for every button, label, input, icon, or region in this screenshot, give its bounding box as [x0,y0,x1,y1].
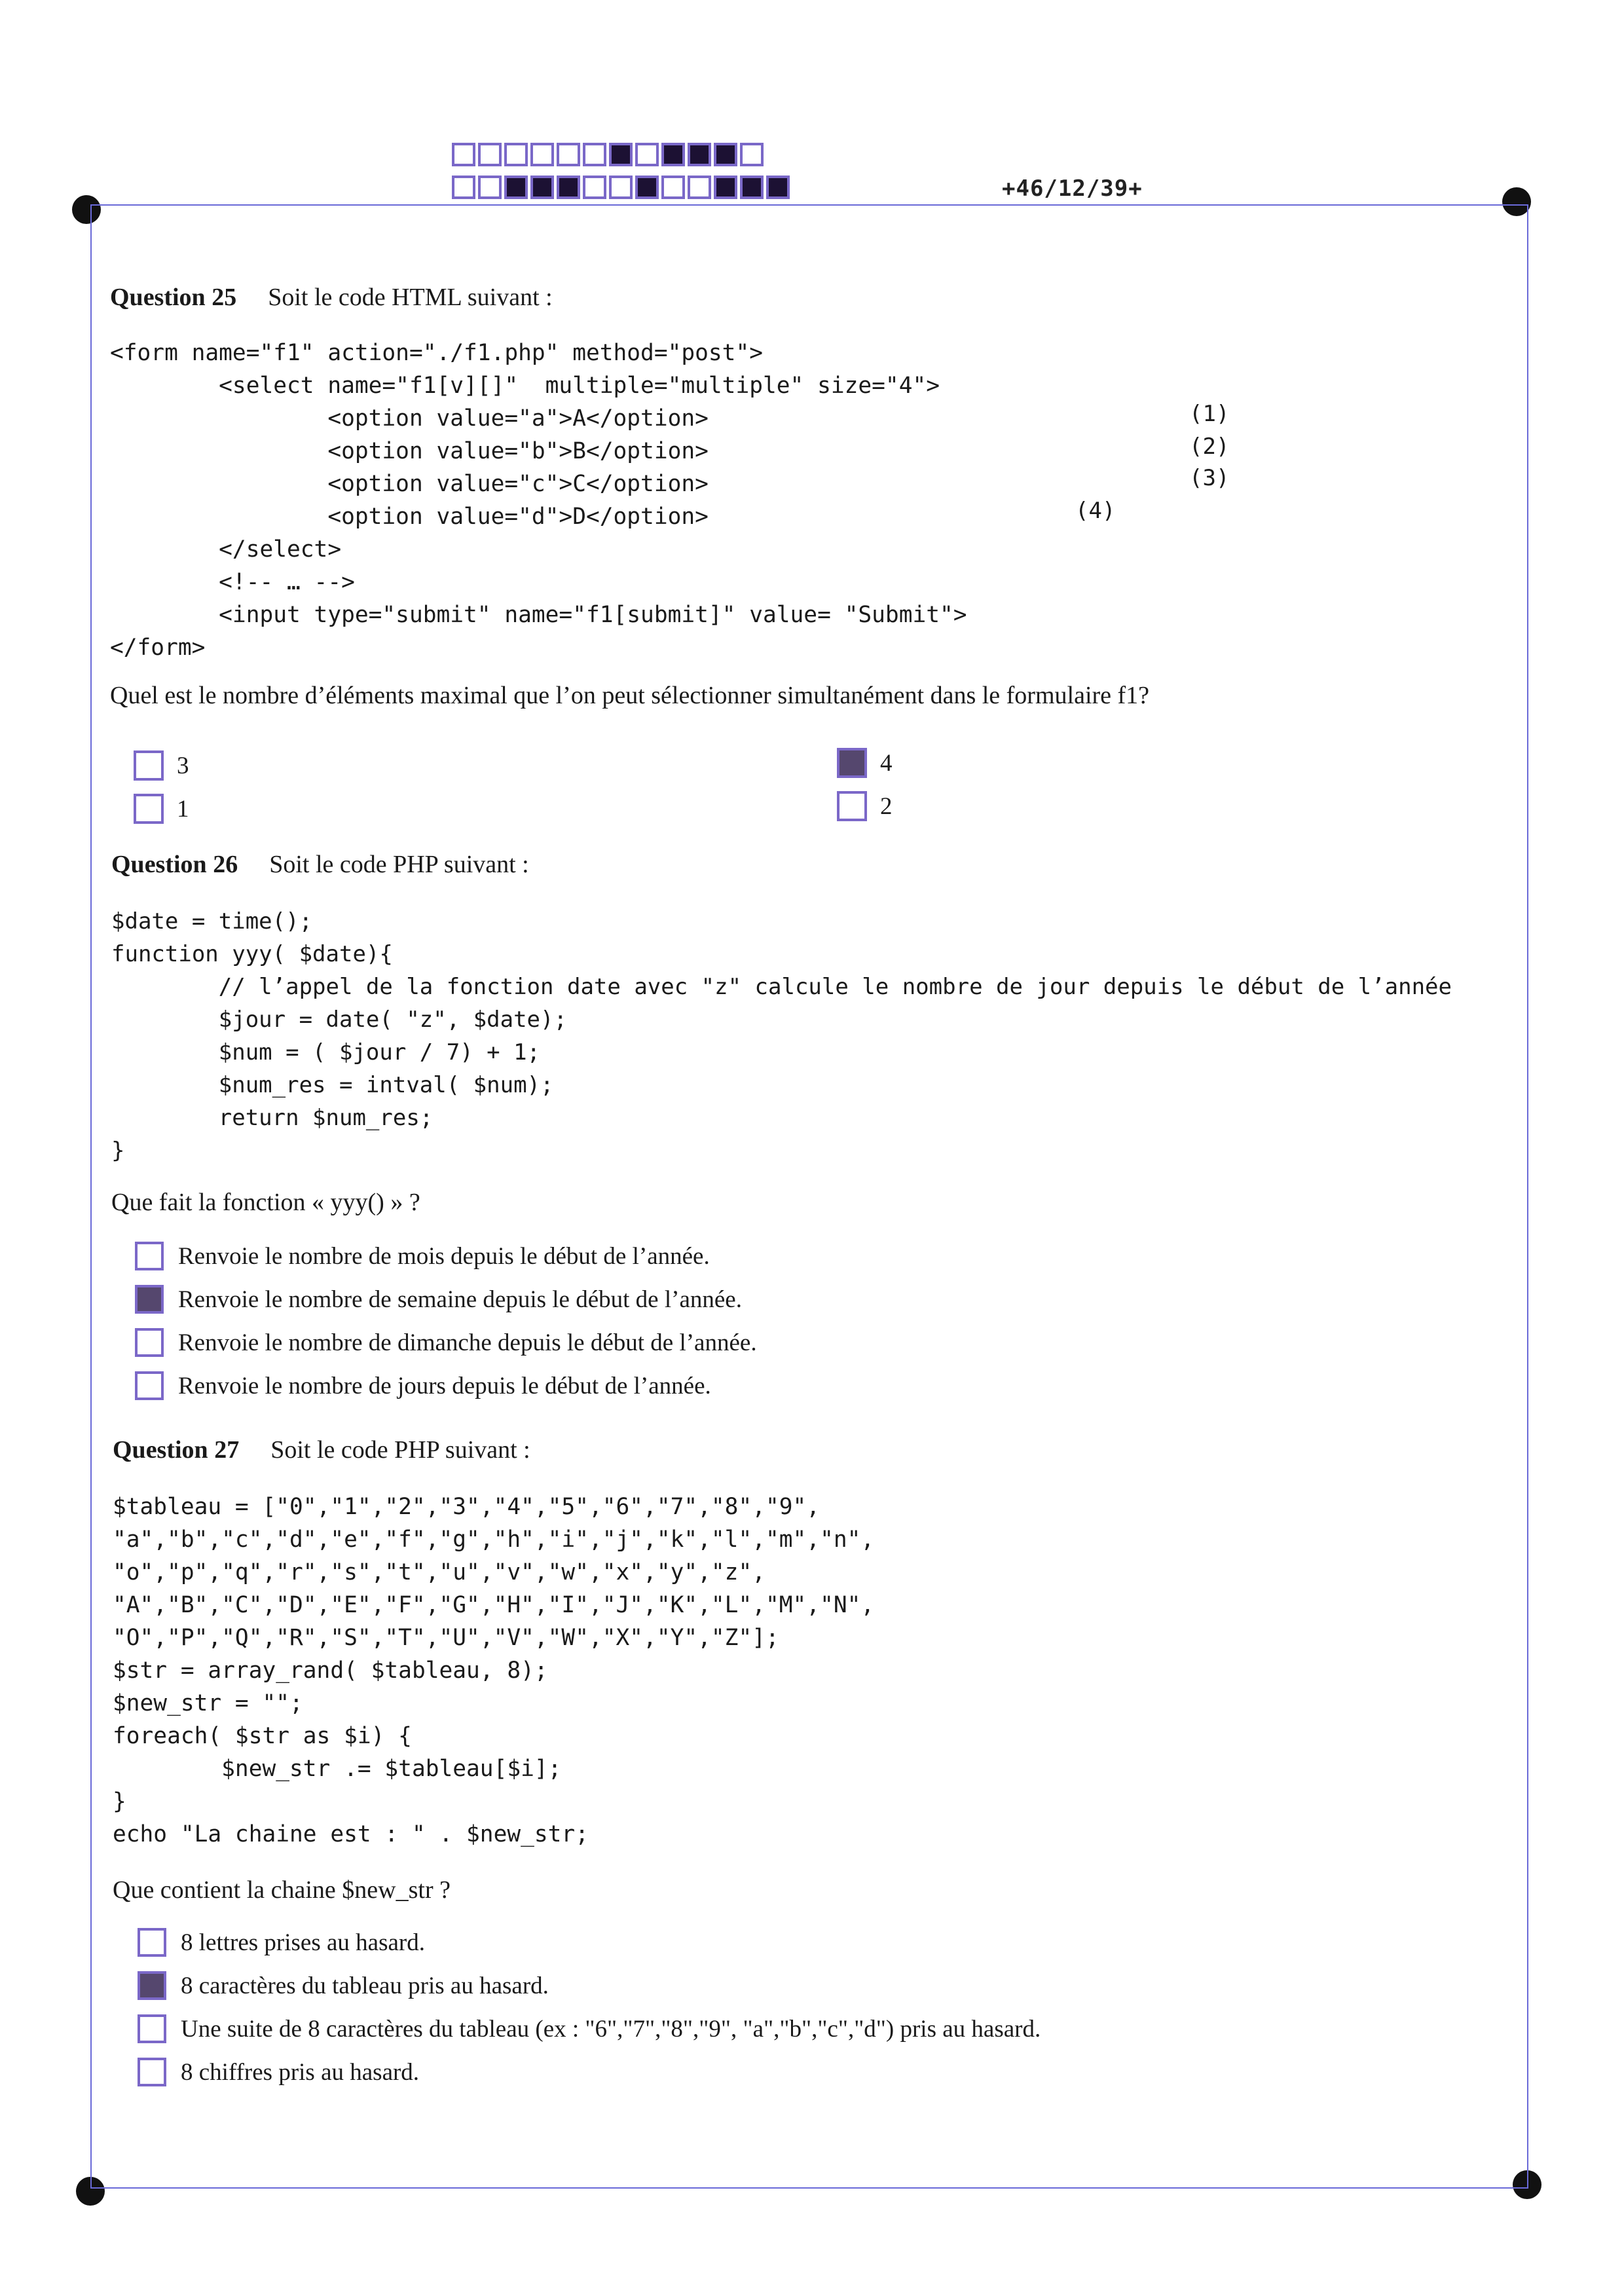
barcode-cell [609,143,633,166]
barcode-cell [504,143,528,166]
q27-choice-letters[interactable] [138,1928,425,1957]
barcode-cell [661,176,685,199]
q25-choice-label: 3 [177,752,189,779]
q27-choice-label: 8 caractères du tableau pris au hasard. [181,1972,549,1999]
barcode-cell [740,143,764,166]
barcode-cell [478,143,502,166]
barcode-cell [609,176,633,199]
q27-choice-label: 8 chiffres pris au hasard. [181,2058,420,2086]
q27-checkbox-4[interactable] [138,2058,166,2086]
barcode-cell [635,143,659,166]
question-26-intro: Soit le code PHP suivant : [269,851,529,878]
q25-checkbox-1[interactable] [134,794,164,824]
q25-checkbox-3[interactable] [134,750,164,781]
q26-choice-days[interactable] [135,1371,711,1400]
q27-choice-label: 8 lettres prises au hasard. [181,1929,425,1956]
marker-2: (2) [1189,434,1230,460]
barcode-cell [583,143,606,166]
marker-1: (1) [1189,401,1230,427]
q27-choice-sequence[interactable] [138,2014,1041,2043]
q26-checkbox-4[interactable] [135,1371,164,1400]
q27-choice-digits[interactable] [138,2058,419,2086]
marker-3: (3) [1189,465,1230,491]
question-26-prompt: Que fait la fonction « yyy() » ? [111,1189,420,1216]
q25-checkbox-2[interactable] [837,791,867,821]
q25-choice-1[interactable] [134,794,189,824]
q25-choice-3[interactable] [134,750,189,781]
barcode-cell [478,176,502,199]
question-27-title [113,1435,530,1464]
barcode-cell [740,176,764,199]
q26-choice-label: Renvoie le nombre de semaine depuis le début de l’année. [178,1286,742,1313]
q27-checkbox-1[interactable] [138,1928,166,1957]
q25-checkbox-4[interactable] [837,748,867,778]
q25-choice-2[interactable] [837,791,893,821]
q26-checkbox-3[interactable] [135,1328,164,1357]
barcode-cell [583,176,606,199]
q25-choice-label: 4 [880,749,893,777]
q26-checkbox-1[interactable] [135,1242,164,1270]
question-25-title [110,283,553,312]
page-code: +46/12/39+ [1002,176,1143,202]
q27-checkbox-2[interactable] [138,1971,166,2000]
q25-choice-label: 1 [177,795,189,823]
barcode-cell [557,176,580,199]
q26-choice-label: Renvoie le nombre de mois depuis le début de l’année. [178,1242,710,1270]
q25-choice-label: 2 [880,792,893,820]
question-25-intro: Soit le code HTML suivant : [268,284,553,311]
question-26-title [111,850,529,879]
question-27-label: Question 27 [113,1436,240,1464]
question-26-label: Question 26 [111,851,238,878]
question-25-code: <form name="f1" action="./f1.php" method="post"> <select name="f1[v][]" multiple="multiple" size="4"> <option value="a">A</option> <option value="b">B</option> <option value="c">C</option> <option value="d">D</option> </select> <!-- … --> <input type="submit" name="f1[submit]" value= "Submit"> </form> [110,340,967,661]
q26-choice-label: Renvoie le nombre de jours depuis le début de l’année. [178,1372,711,1399]
q26-choice-label: Renvoie le nombre de dimanche depuis le début de l’année. [178,1329,757,1356]
q26-choice-weeks[interactable] [135,1285,742,1314]
barcode-cell [530,143,554,166]
barcode-cell [635,176,659,199]
question-27-intro: Soit le code PHP suivant : [270,1436,530,1464]
q27-choice-characters[interactable] [138,1971,549,2000]
q26-choice-months[interactable] [135,1242,710,1270]
question-25-prompt: Quel est le nombre d’éléments maximal que l’on peut sélectionner simultanément dans le formulaire f1? [110,682,1150,709]
q26-choice-sundays[interactable] [135,1328,757,1357]
q25-choice-4[interactable] [837,748,893,778]
q27-checkbox-3[interactable] [138,2014,166,2043]
barcode-cell [661,143,685,166]
barcode-cell [714,143,737,166]
barcode-cell [714,176,737,199]
question-26-code: $date = time(); function yyy( $date){ // l’appel de la fonction date avec "z" calcule le nombre de jour depuis le début de l’année $jour = date( "z", $date); $num = ( $jour / 7) + 1; $num_res = intval( $num); return $num_res; } [111,908,1452,1164]
barcode-cell [688,143,711,166]
question-25-label: Question 25 [110,284,237,311]
q26-checkbox-2[interactable] [135,1285,164,1314]
barcode-cell [688,176,711,199]
barcode-cell [530,176,554,199]
barcode-cell [452,143,475,166]
barcode-cell [557,143,580,166]
barcode-bottom-row [452,176,790,199]
barcode-cell [766,176,790,199]
marker-4: (4) [1075,498,1116,524]
question-27-code: $tableau = ["0","1","2","3","4","5","6","7","8","9", "a","b","c","d","e","f","g","h","i","j","k","l","m","n", "o","p","q","r","s","t","u","v","w","x","y","z", "A","B","C","D","E","F","G","H","I","J","K","L","M","N", "O","P","Q","R","S","T","U","V","W","X","Y","Z"]; $str = array_rand( $tableau, 8); $new_str = ""; foreach( $str as $i) { $new_str .= $tableau[$i]; } echo "La chaine est : " . $new_str; [113,1494,875,1847]
q27-choice-label: Une suite de 8 caractères du tableau (ex : "6","7","8","9", "a","b","c","d") pris au hasard. [181,2015,1041,2043]
barcode-top-row [452,143,764,166]
barcode-cell [504,176,528,199]
question-27-prompt: Que contient la chaine $new_str ? [113,1876,451,1904]
barcode-cell [452,176,475,199]
